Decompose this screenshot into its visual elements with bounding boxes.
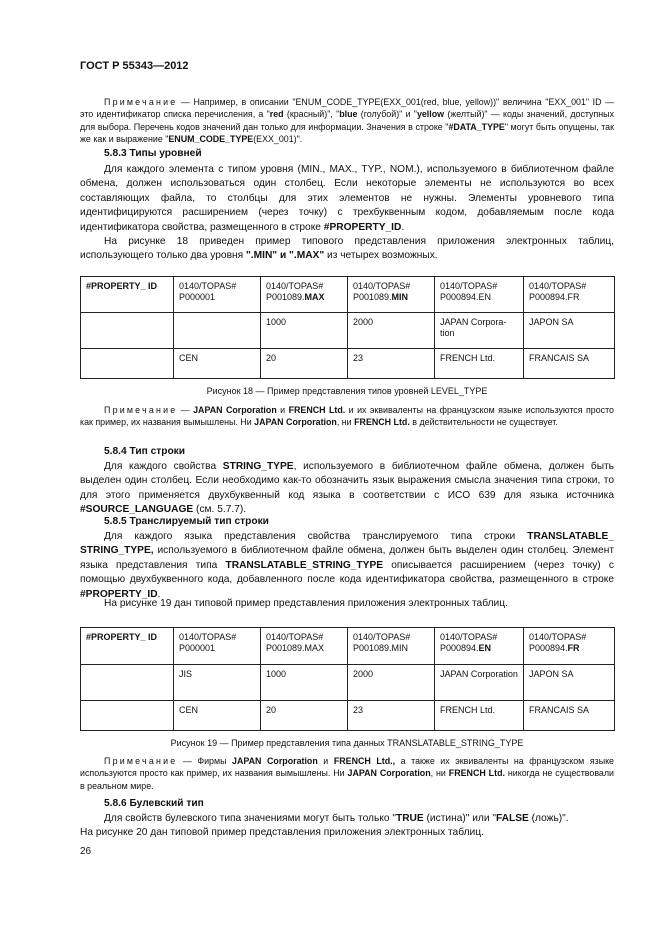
paragraph-585-2: На рисунке 19 дан типовой пример представления приложения электронных таблиц. bbox=[104, 598, 508, 609]
section-heading-583: 5.8.3 Типы уровней bbox=[104, 148, 202, 159]
table-cell bbox=[81, 313, 174, 349]
table-cell bbox=[174, 313, 261, 349]
table-cell bbox=[81, 349, 174, 379]
paragraph-583-1: Для каждого элемента с типом уровня (MIN., MAX., TYP., NOM.), используемого в библиотечном файле обмена, должен использоваться один столбец. Если некоторые элементы не используются во всех составляющих файла, то столбцы для этих элементов не нужны. Элементы уровневого типа идентифицируются расширением (через точку) с трехбуквенным кодом, добавляемым после кода идентификатора свойства, размещенного в строке #PROPERTY_ID. bbox=[80, 164, 614, 233]
table-cell: FRANCAIS SA bbox=[524, 701, 615, 731]
table-cell: 0140/TOPAS# P000001 bbox=[174, 628, 261, 665]
note-figure-19: Примечание — Фирмы JAPAN Corporation и FRENCH Ltd., а также их эквиваленты на французском языке используются просто как пример, их названия вымышлены. Ни JAPAN Corporation, ни FRENCH Ltd. никогда не существовали в реальном мире. bbox=[80, 756, 615, 791]
figure-19-caption: Рисунок 19 — Пример представления типа данных TRANSLATABLE_STRING_TYPE bbox=[170, 738, 524, 748]
note-figure-18: Примечание — JAPAN Corporation и FRENCH Ltd. и их эквиваленты на французском языке используются просто как пример, их названия вымышлены. Ни JAPAN Corporation, ни FRENCH Ltd. в действительности не существует. bbox=[80, 405, 614, 428]
paragraph-583-2: На рисунке 18 приведен пример типового представления приложения электронных таблиц, использующего только два уровня ".MIN" и ".MAX" из четырех возможных. bbox=[80, 236, 614, 262]
figure-19-table bbox=[80, 627, 615, 731]
table-cell: 20 bbox=[261, 349, 348, 379]
table-header-row bbox=[81, 628, 615, 665]
table-cell: 0140/TOPAS# P000894.FR bbox=[524, 277, 615, 313]
document-header: ГОСТ Р 55343—2012 bbox=[80, 60, 189, 72]
paragraph-585-1: Для каждого языка представления свойства транслируемого типа строки TRANSLATABLE_ STRING_TYPE, используемого в библиотечном файле обмена, должен быть выделен один столбец. Элемент языка представления типа TRANSLATABLE_STRING_TYPE описывается расширением (через точку) с помощью двухбуквенного кода, добавленного после кода идентификатора свойства, размещенного в строке #PROPERTY_ID. bbox=[80, 531, 614, 600]
table-cell: FRENCH Ltd. bbox=[435, 349, 524, 379]
paragraph-586-2: На рисунке 20 дан типовой пример представления приложения электронных таблиц. bbox=[80, 827, 484, 838]
table-cell: 1000 bbox=[261, 313, 348, 349]
table-cell: JAPAN Corpora-tion bbox=[435, 313, 524, 349]
table-cell: 2000 bbox=[348, 665, 435, 701]
table-cell: 0140/TOPAS# P000001 bbox=[174, 277, 261, 313]
section-heading-585: 5.8.5 Транслируемый тип строки bbox=[104, 516, 269, 527]
paragraph-584-1: Для каждого свойства STRING_TYPE, используемого в библиотечном файле обмена, должен быть выделен один столбец. Если необходимо как-то обозначить язык выражения смысла значения типа строки, то для этого применяется двухбуквенный код языка в соответствии с ИСО 639 для языка источника #SOURCE_LANGUAGE (см. 5.7.7). bbox=[80, 461, 614, 516]
table-cell bbox=[81, 665, 174, 701]
paragraph-586-1: Для свойств булевского типа значениями могут быть только "TRUE (истина)" или "FALSE (ложь)". bbox=[104, 813, 569, 824]
section-heading-586: 5.8.6 Булевский тип bbox=[104, 798, 204, 809]
table-cell: CEN bbox=[174, 701, 261, 731]
table-cell: #PROPERTY_ ID bbox=[81, 628, 174, 665]
table-cell: 2000 bbox=[348, 313, 435, 349]
table-cell: JAPAN Corporation bbox=[435, 665, 524, 701]
table-row bbox=[81, 665, 615, 701]
table-header-row bbox=[81, 277, 615, 313]
figure-18-table bbox=[80, 276, 615, 379]
table-cell: 1000 bbox=[261, 665, 348, 701]
table-cell: 0140/TOPAS# P001089.MAX bbox=[261, 628, 348, 665]
table-cell: 0140/TOPAS# P001089.MIN bbox=[348, 277, 435, 313]
figure-18-caption: Рисунок 18 — Пример представления типов уровней LEVEL_TYPE bbox=[206, 386, 488, 396]
table-cell: 0140/TOPAS# P001089.MIN bbox=[348, 628, 435, 665]
table-cell: JIS bbox=[174, 665, 261, 701]
page-number: 26 bbox=[80, 846, 92, 857]
note-enum-code: Примечание — Например, в описании "ENUM_CODE_TYPE(EXX_001(red, blue, yellow))" величина "EXX_001" ID — это идентификатор списка перечисления, а "red (красный)", "blue (голубой)" и "yellow (желтый)" — коды значений, доступных для выбора. Перечень кодов значений дан только для информации. Значения в строке "#DATA_TYPE" могут быть опущены, так же как и выражение "ENUM_CODE_TYPE(EXX_001)". bbox=[80, 97, 615, 145]
table-cell: 0140/TOPAS# P001089.MAX bbox=[261, 277, 348, 313]
table-cell: #PROPERTY_ ID bbox=[81, 277, 174, 313]
table-cell bbox=[81, 701, 174, 731]
table-row bbox=[81, 349, 615, 379]
table-row bbox=[81, 701, 615, 731]
table-row bbox=[81, 313, 615, 349]
table-cell: 23 bbox=[348, 701, 435, 731]
table-cell: FRENCH Ltd. bbox=[435, 701, 524, 731]
section-heading-584: 5.8.4 Тип строки bbox=[104, 446, 186, 457]
table-cell: 20 bbox=[261, 701, 348, 731]
table-cell: JAPON SA bbox=[524, 665, 615, 701]
table-cell: 0140/TOPAS# P000894.FR bbox=[524, 628, 615, 665]
note-label: Примечание bbox=[104, 97, 178, 107]
table-cell: 0140/TOPAS# P000894.EN bbox=[435, 628, 524, 665]
table-cell: 0140/TOPAS# P000894.EN bbox=[435, 277, 524, 313]
table-cell: 23 bbox=[348, 349, 435, 379]
table-cell: CEN bbox=[174, 349, 261, 379]
table-cell: FRANCAIS SA bbox=[524, 349, 615, 379]
table-cell: JAPON SA bbox=[524, 313, 615, 349]
